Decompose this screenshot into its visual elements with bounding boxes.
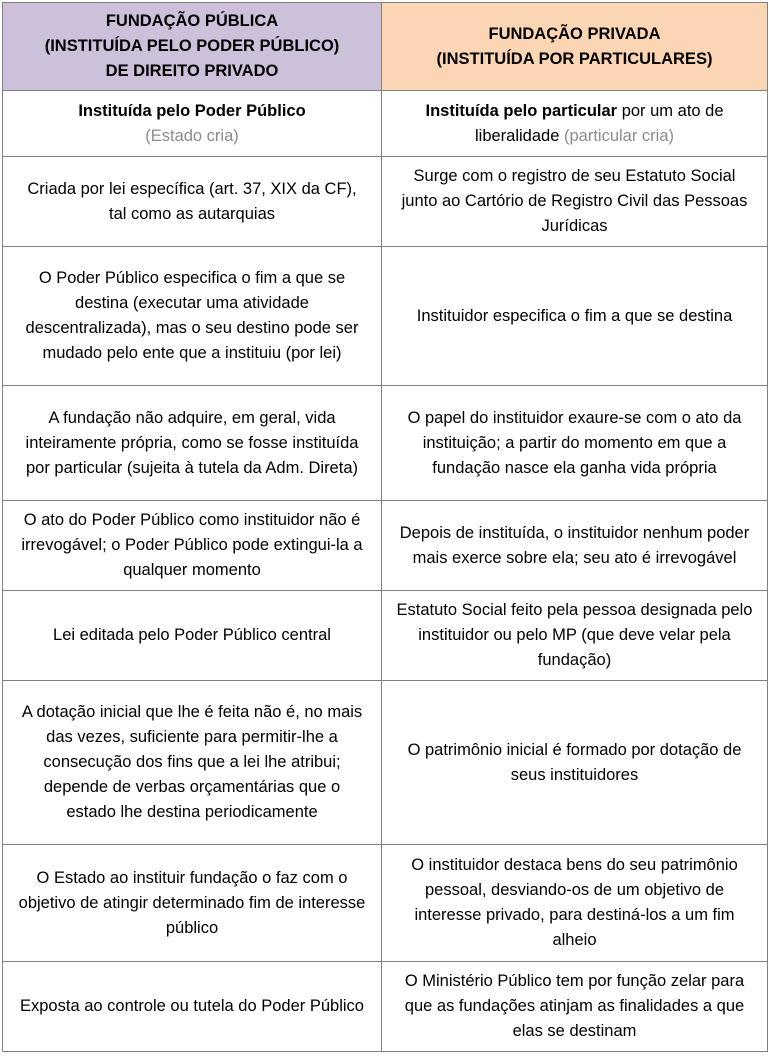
table-row [3, 681, 768, 845]
table-row [3, 91, 768, 157]
table-row [3, 501, 768, 591]
header-row [3, 3, 768, 91]
cell-publica: O Poder Público especifica o fim a que se destina (executar uma atividade descentralizada), mas o seu destino pode ser mudado pelo ente que a instituiu (por lei) [3, 247, 382, 386]
header-right-line-2: (INSTITUÍDA POR PARTICULARES) [436, 49, 713, 68]
header-right-line-1: FUNDAÇÃO PRIVADA [488, 24, 661, 43]
cell-publica: Lei editada pelo Poder Público central [3, 591, 382, 681]
cell-privada: O Ministério Público tem por função zelar para que as fundações atinjam as finalidades a que elas se destinam [382, 962, 768, 1052]
table-row [3, 247, 768, 386]
cell-publica: Criada por lei específica (art. 37, XIX da CF), tal como as autarquias [3, 157, 382, 247]
cell-publica: O ato do Poder Público como instituidor não é irrevogável; o Poder Público pode extingui-la a qualquer momento [3, 501, 382, 591]
cell-publica: A dotação inicial que lhe é feita não é, no mais das vezes, suficiente para permitir-lhe a consecução dos fins que a lei lhe atribui; depende de verbas orçamentárias que o estado lhe destina periodicamente [3, 681, 382, 845]
header-left-line-2: (INSTITUÍDA PELO PODER PÚBLICO) [44, 37, 340, 55]
header-fundacao-publica [3, 3, 382, 91]
table-row [3, 962, 768, 1052]
cell-privada: Depois de instituída, o instituidor nenhum poder mais exerce sobre ela; seu ato é irrevogável [382, 501, 768, 591]
comparison-table [2, 2, 768, 1052]
cell-publica: Exposta ao controle ou tutela do Poder Público [3, 962, 382, 1052]
table-row [3, 157, 768, 247]
table-row [3, 591, 768, 681]
cell-privada: Estatuto Social feito pela pessoa designada pelo instituidor ou pelo MP (que deve velar pela fundação) [382, 591, 768, 681]
cell-bold-text: Instituída pelo particular [425, 101, 618, 120]
cell-privada: O papel do instituidor exaure-se com o ato da instituição; a partir do momento em que a fundação nasce ela ganha vida própria [382, 386, 768, 501]
header-left-line-3: DE DIREITO PRIVADO [105, 62, 279, 80]
cell-publica [3, 91, 382, 157]
cell-muted-text: (Estado cria) [145, 126, 239, 145]
table-row [3, 386, 768, 501]
cell-muted-text: (particular cria) [563, 126, 675, 145]
cell-text: por um ato de liberalidade [474, 101, 724, 145]
cell-privada: O instituidor destaca bens do seu patrimônio pessoal, desviando-os de um objetivo de interesse privado, para destiná-los a um fim alheio [382, 845, 768, 962]
cell-privada: Instituidor especifica o fim a que se destina [382, 247, 768, 386]
cell-privada: O patrimônio inicial é formado por dotação de seus instituidores [382, 681, 768, 845]
cell-bold-text: Instituída pelo Poder Público [78, 101, 306, 120]
header-fundacao-privada [382, 3, 768, 91]
cell-publica: O Estado ao instituir fundação o faz com o objetivo de atingir determinado fim de interesse público [3, 845, 382, 962]
header-left-line-1: FUNDAÇÃO PÚBLICA [105, 12, 279, 30]
cell-privada [382, 91, 768, 157]
table-row [3, 845, 768, 962]
cell-privada: Surge com o registro de seu Estatuto Social junto ao Cartório de Registro Civil das Pessoas Jurídicas [382, 157, 768, 247]
cell-publica: A fundação não adquire, em geral, vida inteiramente própria, como se fosse instituída por particular (sujeita à tutela da Adm. Direta) [3, 386, 382, 501]
